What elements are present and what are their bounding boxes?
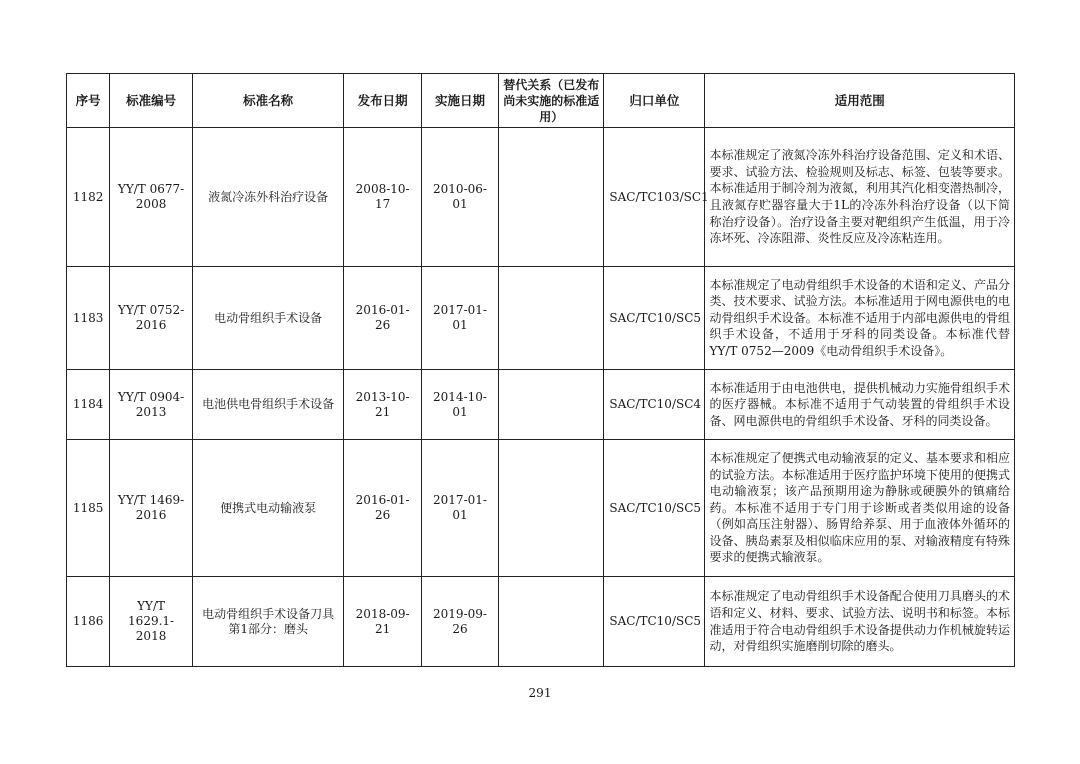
row-unit: SAC/TC10/SC5: [604, 440, 705, 577]
row-no: 1186: [67, 577, 110, 667]
header-unit: 归口单位: [604, 74, 705, 128]
header-code: 标准编号: [110, 74, 193, 128]
header-row: [67, 74, 1015, 128]
row-replacement: [499, 370, 604, 440]
header-implement-date: 实施日期: [421, 74, 498, 128]
row-replacement: [499, 440, 604, 577]
row-implement-date: 2017-01-01: [421, 267, 498, 370]
row-implement-date: 2017-01-01: [421, 440, 498, 577]
row-unit: SAC/TC10/SC4: [604, 370, 705, 440]
row-no: 1184: [67, 370, 110, 440]
row-no: 1182: [67, 128, 110, 267]
standards-table: [66, 73, 1015, 667]
row-publish-date: 2016-01-26: [344, 440, 421, 577]
header-replacement: 替代关系（已发布尚未实施的标准适用）: [499, 74, 604, 128]
page-number: 291: [528, 686, 552, 700]
row-publish-date: 2018-09-21: [344, 577, 421, 667]
table-row: [67, 577, 1015, 667]
row-unit: SAC/TC10/SC5: [604, 267, 705, 370]
row-scope: 本标准规定了液氮冷冻外科治疗设备范围、定义和术语、要求、试验方法、检验规则及标志、标签、包装等要求。本标准适用于制冷剂为液氮，利用其汽化相变潜热制冷，且液氮存贮器容量大于1L的冷冻外科治疗设备（以下简称治疗设备）。治疗设备主要对靶组织产生低温，用于冷冻坏死、冷冻阻滞、炎性反应及冷冻粘连用。: [705, 128, 1015, 267]
row-publish-date: 2008-10-17: [344, 128, 421, 267]
row-implement-date: 2014-10-01: [421, 370, 498, 440]
table-row: [67, 267, 1015, 370]
header-scope: 适用范围: [705, 74, 1015, 128]
row-replacement: [499, 128, 604, 267]
row-scope: 本标准规定了电动骨组织手术设备配合使用刀具磨头的术语和定义、材料、要求、试验方法、说明书和标签。本标准适用于符合电动骨组织手术设备提供动力作机械旋转运动，对骨组织实施磨削切除的磨头。: [705, 577, 1015, 667]
row-code: YY/T 0677-2008: [110, 128, 193, 267]
row-name: 便携式电动输液泵: [192, 440, 344, 577]
row-unit: SAC/TC10/SC5: [604, 577, 705, 667]
row-no: 1185: [67, 440, 110, 577]
row-scope: 本标准规定了电动骨组织手术设备的术语和定义、产品分类、技术要求、试验方法。本标准适用于网电源供电的电动骨组织手术设备。本标准不适用于内部电源供电的骨组织手术设备，不适用于牙科的同类设备。本标准代替YY/T 0752—2009《电动骨组织手术设备》。: [705, 267, 1015, 370]
row-scope: 本标准规定了便携式电动输液泵的定义、基本要求和相应的试验方法。本标准适用于医疗监护环境下使用的便携式电动输液泵；该产品预期用途为静脉或硬膜外的镇痛给药。本标准不适用于专门用于诊断或者类似用途的设备（例如高压注射器）、肠胃给养泵、用于血液体外循环的设备、胰岛素泵及相似临床应用的泵、对输液精度有特殊要求的便携式输液泵。: [705, 440, 1015, 577]
row-unit: SAC/TC103/SC1: [604, 128, 705, 267]
row-scope: 本标准适用于由电池供电，提供机械动力实施骨组织手术的医疗器械。本标准不适用于气动装置的骨组织手术设备、网电源供电的骨组织手术设备、牙科的同类设备。: [705, 370, 1015, 440]
table-row: [67, 128, 1015, 267]
row-name: 电池供电骨组织手术设备: [192, 370, 344, 440]
row-name: 电动骨组织手术设备刀具 第1部分：磨头: [192, 577, 344, 667]
row-replacement: [499, 267, 604, 370]
row-no: 1183: [67, 267, 110, 370]
header-publish-date: 发布日期: [344, 74, 421, 128]
row-replacement: [499, 577, 604, 667]
row-code: YY/T 1629.1-2018: [110, 577, 193, 667]
row-publish-date: 2016-01-26: [344, 267, 421, 370]
header-no: 序号: [67, 74, 110, 128]
row-publish-date: 2013-10-21: [344, 370, 421, 440]
table-row: [67, 370, 1015, 440]
row-name: 液氮冷冻外科治疗设备: [192, 128, 344, 267]
row-implement-date: 2019-09-26: [421, 577, 498, 667]
row-code: YY/T 1469-2016: [110, 440, 193, 577]
row-name: 电动骨组织手术设备: [192, 267, 344, 370]
table-row: [67, 440, 1015, 577]
row-code: YY/T 0904-2013: [110, 370, 193, 440]
row-code: YY/T 0752-2016: [110, 267, 193, 370]
row-implement-date: 2010-06-01: [421, 128, 498, 267]
header-name: 标准名称: [192, 74, 344, 128]
